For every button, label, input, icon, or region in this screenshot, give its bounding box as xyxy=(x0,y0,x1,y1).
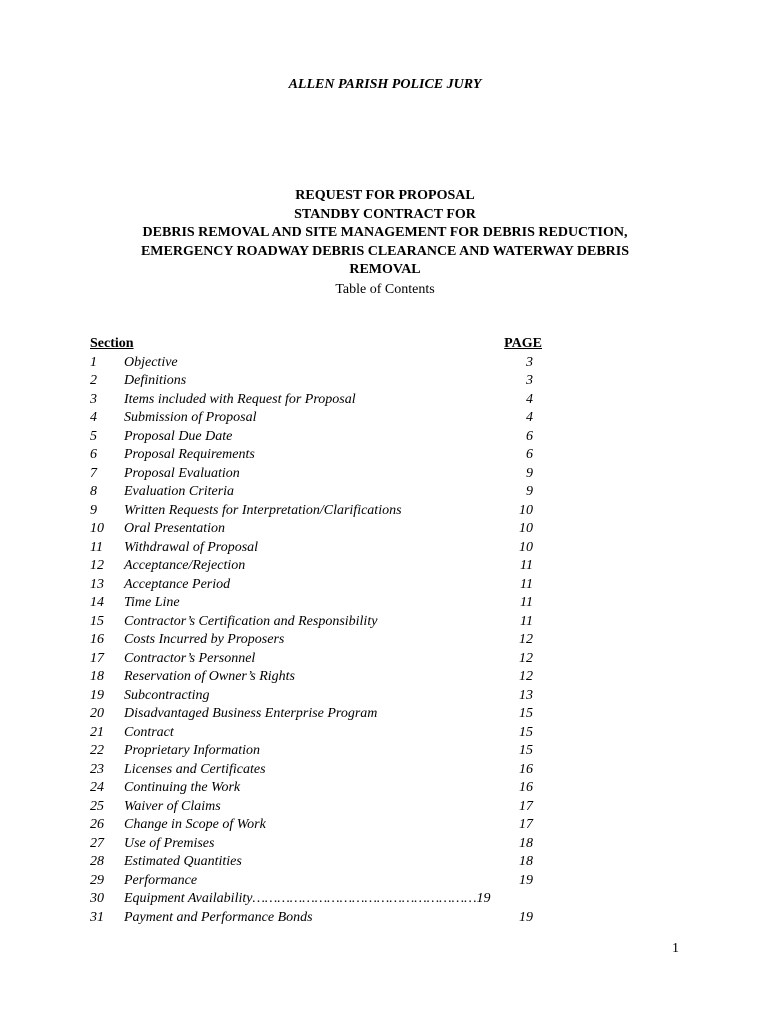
toc-entry-title: Time Line xyxy=(124,595,180,610)
toc-entry-title: Subcontracting xyxy=(124,687,210,703)
toc-entry-page: 9 xyxy=(526,484,533,499)
toc-entry-number: 7 xyxy=(90,465,97,481)
toc-entry-page: 17 xyxy=(519,817,533,832)
toc-entry-page: 16 xyxy=(519,761,533,777)
toc-entry-page: 9 xyxy=(526,465,533,481)
toc-entry xyxy=(90,890,542,909)
toc-section-header: Section xyxy=(90,336,134,351)
toc-entry-title: Performance xyxy=(124,872,198,888)
toc-entry xyxy=(90,853,542,872)
toc-entry-number: 10 xyxy=(90,521,104,536)
toc-entry-page: 12 xyxy=(519,669,533,684)
toc-entry xyxy=(90,909,542,928)
toc-entry-number: 8 xyxy=(90,484,97,499)
toc-entry-title: Payment and Performance Bonds xyxy=(124,909,313,925)
toc-entry xyxy=(90,465,542,484)
toc-entry-page: 4 xyxy=(526,391,533,407)
toc-entry-page: 10 xyxy=(519,502,533,518)
toc-entry xyxy=(90,835,542,854)
rfp-heading xyxy=(0,187,770,280)
toc-entry-title: Licenses and Certificates xyxy=(124,761,266,777)
toc-entry xyxy=(90,483,542,502)
toc-entry xyxy=(90,742,542,761)
heading-line: REQUEST FOR PROPOSAL xyxy=(295,188,475,203)
toc-entry-number: 17 xyxy=(90,650,104,666)
toc-entry-title: Waiver of Claims xyxy=(124,798,221,814)
toc-entry-number: 11 xyxy=(90,539,103,555)
toc-entry-page: 11 xyxy=(520,558,533,573)
toc-entry-page: 17 xyxy=(519,798,533,814)
toc-entry-page: 10 xyxy=(519,521,533,536)
toc-entry-number: 2 xyxy=(90,373,97,388)
heading-line: EMERGENCY ROADWAY DEBRIS CLEARANCE AND WATERWAY DEBRIS xyxy=(140,243,630,259)
toc-entry-page: 4 xyxy=(526,410,533,425)
toc-entry-number: 29 xyxy=(90,872,104,888)
toc-entry-page: 15 xyxy=(519,706,533,721)
toc-entry xyxy=(90,687,542,706)
toc-entry-page: 6 xyxy=(526,447,533,462)
toc-entry-number: 4 xyxy=(90,410,97,425)
toc-entry xyxy=(90,428,542,447)
toc-entry-number: 23 xyxy=(90,761,104,777)
toc-entry-number: 9 xyxy=(90,502,97,518)
toc-caption: Table of Contents xyxy=(335,282,435,297)
toc-entry-title: Contract xyxy=(124,724,174,740)
toc-entry-page: 19 xyxy=(519,872,533,888)
toc-entry xyxy=(90,631,542,650)
toc-entry xyxy=(90,446,542,465)
toc-entry-title: Disadvantaged Business Enterprise Program xyxy=(124,706,378,721)
toc-entry-title: Acceptance Period xyxy=(124,576,231,592)
toc-rows xyxy=(90,354,542,928)
toc-entry-title: Proposal Requirements xyxy=(124,447,255,462)
toc-entry-title: Proprietary Information xyxy=(124,743,260,758)
toc-entry-title: Change in Scope of Work xyxy=(124,817,266,832)
toc-entry-number: 19 xyxy=(90,687,104,703)
toc-entry-page: 3 xyxy=(526,373,533,388)
toc-entry-number: 31 xyxy=(90,909,104,925)
toc-entry xyxy=(90,668,542,687)
toc-entry xyxy=(90,520,542,539)
toc-entry-title: Contractor’s Certification and Responsibility xyxy=(124,613,378,629)
toc-entry-title: Acceptance/Rejection xyxy=(124,558,246,573)
toc-entry-page: 15 xyxy=(519,743,533,758)
toc-entry xyxy=(90,502,542,521)
toc-entry-number: 30 xyxy=(90,891,104,906)
toc-entry xyxy=(90,576,542,595)
toc-entry xyxy=(90,761,542,780)
toc-entry xyxy=(90,539,542,558)
toc-entry xyxy=(90,391,542,410)
toc-entry-number: 16 xyxy=(90,632,104,647)
toc-entry xyxy=(90,594,542,613)
toc-entry-number: 27 xyxy=(90,835,104,851)
page-number: 1 xyxy=(672,941,679,956)
toc-entry xyxy=(90,779,542,798)
toc-header xyxy=(90,335,542,354)
toc-entry-page: 16 xyxy=(519,780,533,795)
toc-entry-number: 14 xyxy=(90,595,104,610)
toc-entry-number: 28 xyxy=(90,854,104,869)
toc-entry-title: Equipment Availability………………………………………………19 xyxy=(124,891,491,906)
toc-entry-title: Submission of Proposal xyxy=(124,410,257,425)
toc-entry-page: 19 xyxy=(519,909,533,925)
toc-entry-title: Proposal Evaluation xyxy=(124,465,240,481)
heading-line: DEBRIS REMOVAL AND SITE MANAGEMENT FOR DEBRIS REDUCTION, xyxy=(142,225,628,240)
toc-entry-title: Use of Premises xyxy=(124,835,215,851)
toc-entry-title: Proposal Due Date xyxy=(124,428,233,444)
toc-entry-title: Costs Incurred by Proposers xyxy=(124,632,285,647)
toc-entry-number: 25 xyxy=(90,798,104,814)
toc-entry-title: Contractor’s Personnel xyxy=(124,650,256,666)
toc-entry-page: 11 xyxy=(520,576,533,592)
toc-entry-page: 18 xyxy=(519,854,533,869)
toc-entry-title: Written Requests for Interpretation/Clarifications xyxy=(124,502,402,518)
toc-entry-number: 12 xyxy=(90,558,104,573)
toc-entry-number: 5 xyxy=(90,428,97,444)
toc-entry xyxy=(90,724,542,743)
toc-entry-number: 3 xyxy=(90,391,97,407)
org-title: ALLEN PARISH POLICE JURY xyxy=(288,77,482,92)
toc-entry-title: Definitions xyxy=(124,373,187,388)
toc-entry-page: 3 xyxy=(526,354,533,370)
toc-entry-number: 6 xyxy=(90,447,97,462)
toc-entry xyxy=(90,872,542,891)
toc-entry-page: 11 xyxy=(520,613,533,629)
toc-entry-title: Estimated Quantities xyxy=(124,854,242,869)
toc-entry-title: Withdrawal of Proposal xyxy=(124,539,259,555)
toc-entry-number: 22 xyxy=(90,743,104,758)
toc-entry-title: Continuing the Work xyxy=(124,780,241,795)
toc-entry-page: 10 xyxy=(519,539,533,555)
toc-entry-page: 15 xyxy=(519,724,533,740)
toc-entry xyxy=(90,372,542,391)
toc-entry xyxy=(90,650,542,669)
toc-entry-page: 18 xyxy=(519,835,533,851)
toc-entry xyxy=(90,816,542,835)
toc-entry-title: Oral Presentation xyxy=(124,521,225,536)
toc-entry xyxy=(90,798,542,817)
toc-entry-number: 24 xyxy=(90,780,104,795)
toc-entry-number: 15 xyxy=(90,613,104,629)
toc-entry-title: Objective xyxy=(124,354,178,370)
toc-entry-number: 20 xyxy=(90,706,104,721)
toc-entry-page: 12 xyxy=(519,632,533,647)
toc-entry-number: 13 xyxy=(90,576,104,592)
table-of-contents xyxy=(90,335,542,927)
heading-line: STANDBY CONTRACT FOR xyxy=(294,206,476,222)
toc-entry-number: 18 xyxy=(90,669,104,684)
heading-line: REMOVAL xyxy=(349,262,421,277)
toc-entry xyxy=(90,613,542,632)
toc-entry-number: 1 xyxy=(90,354,97,370)
toc-entry xyxy=(90,409,542,428)
toc-entry-number: 26 xyxy=(90,817,104,832)
toc-entry-page: 12 xyxy=(519,650,533,666)
toc-entry xyxy=(90,354,542,373)
toc-entry-title: Evaluation Criteria xyxy=(124,484,235,499)
toc-entry-title: Items included with Request for Proposal xyxy=(124,391,356,407)
toc-entry-page: 11 xyxy=(520,595,533,610)
toc-entry-title: Reservation of Owner’s Rights xyxy=(124,669,295,684)
toc-entry-page: 13 xyxy=(519,687,533,703)
toc-entry xyxy=(90,705,542,724)
toc-entry-number: 21 xyxy=(90,724,104,740)
toc-page-header: PAGE xyxy=(504,336,542,351)
toc-entry xyxy=(90,557,542,576)
toc-entry-page: 6 xyxy=(526,428,533,444)
